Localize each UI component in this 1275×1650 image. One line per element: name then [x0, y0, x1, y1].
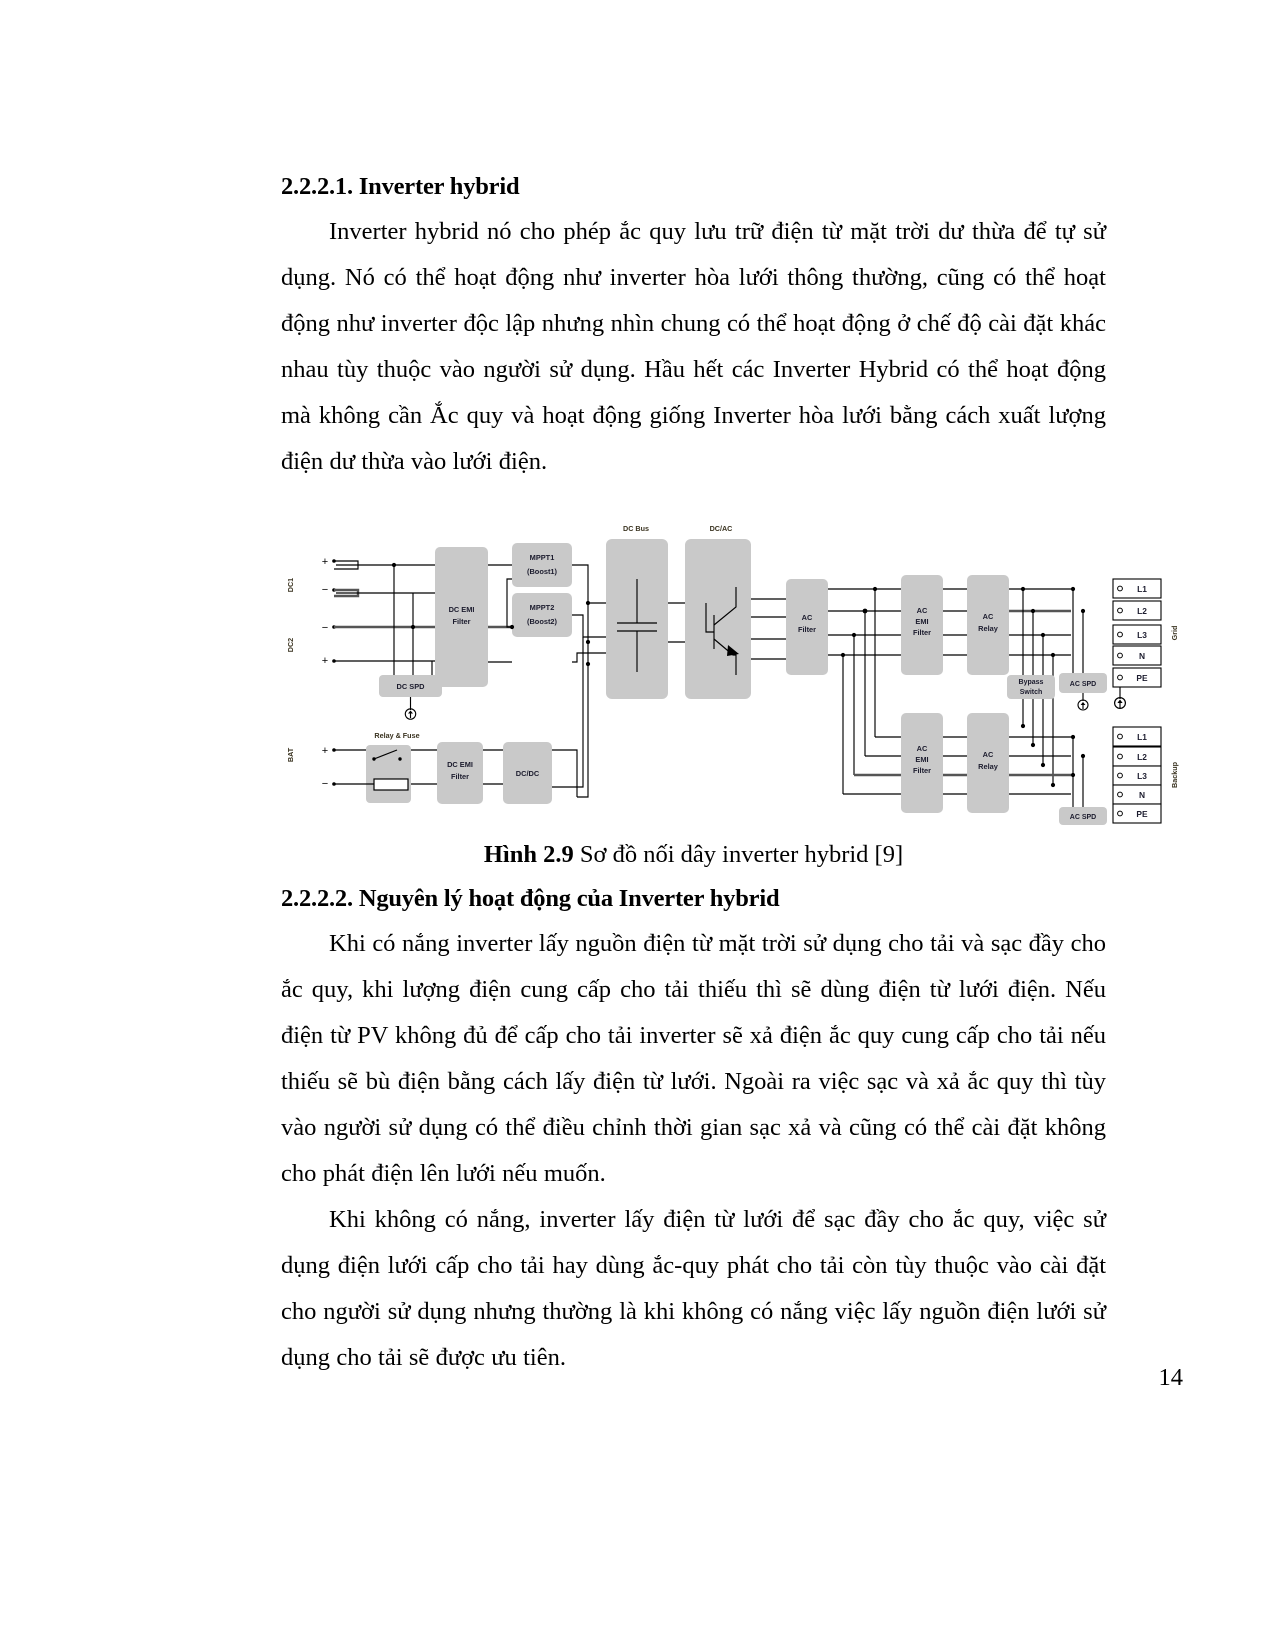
- block-ac-relay-grid-line1: AC: [982, 611, 994, 621]
- bat-plus-sign: +: [321, 744, 329, 757]
- block-dc-emi-filter-bat-line2: Filter: [450, 771, 470, 781]
- section-heading-2222: 2.2.2.2. Nguyên lý hoạt động của Inverter hybrid: [281, 885, 780, 913]
- label-dc-ac: DC/AC: [709, 523, 733, 533]
- block-mppt1-line1: MPPT1: [529, 552, 555, 562]
- block-dc-emi-filter-pv-line1: DC EMI: [448, 604, 475, 614]
- block-ac-emi-filter-backup-line2: EMI: [915, 754, 929, 764]
- terminal-grid-l1-label: L1: [1137, 583, 1147, 594]
- block-bypass-switch-line2: Switch: [1019, 688, 1043, 696]
- block-ac-emi-filter-backup-line1: AC: [916, 743, 928, 753]
- block-ac-relay-backup-line2: Relay: [978, 761, 998, 771]
- figure-caption-text: Sơ đồ nối dây inverter hybrid [9]: [579, 840, 904, 868]
- dc1-minus-sign: −: [321, 583, 329, 596]
- terminal-backup-l2-label: L2: [1137, 751, 1147, 762]
- terminal-backup-l3-label: L3: [1137, 770, 1147, 781]
- terminal-backup-n-label: N: [1138, 789, 1146, 800]
- terminal-grid-n[interactable]: [1113, 646, 1161, 665]
- dc2-plus-sign: +: [321, 654, 329, 667]
- block-bypass-switch-line1: Bypass: [1018, 678, 1044, 686]
- block-mppt1-line2: (Boost1): [527, 566, 557, 576]
- section-heading-2221: 2.2.2.1. Inverter hybrid: [281, 173, 520, 200]
- dc1-plus-sign: +: [321, 555, 329, 568]
- input-label-bat: BAT: [286, 747, 295, 762]
- block-ac-relay-backup-line1: AC: [982, 749, 994, 759]
- input-label-dc2: DC2: [286, 637, 295, 652]
- figure-inverter-hybrid-wiring-diagram: [281, 507, 1179, 825]
- label-relay-fuse: Relay & Fuse: [374, 730, 420, 740]
- block-dc-dc-label: DC/DC: [515, 768, 540, 778]
- terminal-grid-n-label: N: [1138, 650, 1146, 661]
- block-ac-spd-grid-label: AC SPD: [1069, 680, 1097, 688]
- block-ac-relay-grid-line2: Relay: [978, 623, 998, 633]
- wiring-diagram-svg: [281, 507, 1179, 825]
- terminal-backup-n[interactable]: [1113, 785, 1161, 804]
- terminal-backup-l1-label: L1: [1137, 731, 1147, 742]
- output-label-backup: Backup: [1170, 761, 1179, 788]
- terminal-grid-pe-label: PE: [1136, 672, 1148, 683]
- block-mppt1: [512, 543, 572, 587]
- block-mppt2-line2: (Boost2): [527, 616, 557, 626]
- block-ac-filter-line2: Filter: [797, 624, 817, 634]
- block-ac-emi-filter-grid-line2: EMI: [915, 616, 929, 626]
- figure-caption: [281, 839, 1106, 871]
- block-mppt2-line1: MPPT2: [529, 602, 555, 612]
- section-paragraph-2221: Inverter hybrid nó cho phép ắc quy lưu trữ điện từ mặt trời dư thừa để tự sử dụng. Nó có thể hoạt động như inverter hòa lưới thông thường, cũng có thể hoạt động như inverter độc lập nhưng nhìn chung có thể hoạt động ở chế độ cài đặt khác nhau tùy thuộc vào người sử dụng. Hầu hết các Inverter Hybrid có thể hoạt động mà không cần Ắc quy và hoạt động giống Inverter hòa lưới bằng cách xuất lượng điện dư thừa vào lưới điện.: [281, 217, 1106, 475]
- dc2-minus-sign: −: [321, 621, 329, 634]
- bat-minus-sign: −: [321, 777, 329, 790]
- page-number: 14: [1158, 1364, 1183, 1391]
- terminal-backup-pe-label: PE: [1136, 808, 1148, 819]
- terminal-grid-l2-label: L2: [1137, 605, 1147, 616]
- block-dc-emi-filter-pv-line2: Filter: [452, 616, 471, 626]
- output-label-grid: Grid: [1170, 625, 1179, 641]
- label-dc-bus: DC Bus: [623, 523, 649, 533]
- figure-caption-number: Hình 2.9: [483, 840, 574, 868]
- fuse-symbol: [374, 779, 408, 790]
- block-ac-emi-filter-grid-line3: Filter: [912, 627, 932, 637]
- block-dc-ac: [685, 539, 751, 699]
- block-mppt2: [512, 593, 572, 637]
- block-ac-emi-filter-grid-line1: AC: [916, 605, 928, 615]
- block-ac-emi-filter-backup-line3: Filter: [912, 765, 932, 775]
- terminal-grid-l3-label: L3: [1137, 629, 1147, 640]
- terminal-group-grid: [1113, 579, 1179, 708]
- section-paragraph-2222-1: Khi có nắng inverter lấy nguồn điện từ mặt trời sử dụng cho tải và sạc đầy cho ắc quy, khi lượng điện cung cấp cho tải thiếu thì sẽ dùng điện từ lưới điện. Nếu điện từ PV không đủ để cấp cho tải inverter sẽ xả điện ắc quy cung cấp cho tải nếu thiếu sẽ bù điện bằng cách lấy điện từ lưới. Ngoài ra việc sạc và xả ắc quy thì tùy vào người sử dụng có thể điều chỉnh thời gian sạc xả và cũng có thể cài đặt không cho phát điện lên lưới nếu muốn.: [281, 930, 1106, 1188]
- block-dc-spd-label: DC SPD: [396, 681, 425, 691]
- block-dc-emi-filter-bat-line1: DC EMI: [447, 759, 473, 769]
- block-ac-spd-backup-label: AC SPD: [1069, 813, 1097, 821]
- terminal-group-backup: [1113, 727, 1179, 823]
- block-ac-filter-line1: AC: [801, 612, 813, 622]
- section-paragraph-2222-2: Khi không có nắng, inverter lấy điện từ lưới để sạc đầy cho ắc quy, việc sử dụng điện lưới cấp cho tải hay dùng ắc-quy phát cho tải còn tùy thuộc vào cài đặt cho người sử dụng nhưng thường là khi không có nắng việc lấy nguồn điện lưới sử dụng cho tải sẽ được ưu tiên.: [281, 1206, 1106, 1372]
- input-label-dc1: DC1: [286, 577, 295, 592]
